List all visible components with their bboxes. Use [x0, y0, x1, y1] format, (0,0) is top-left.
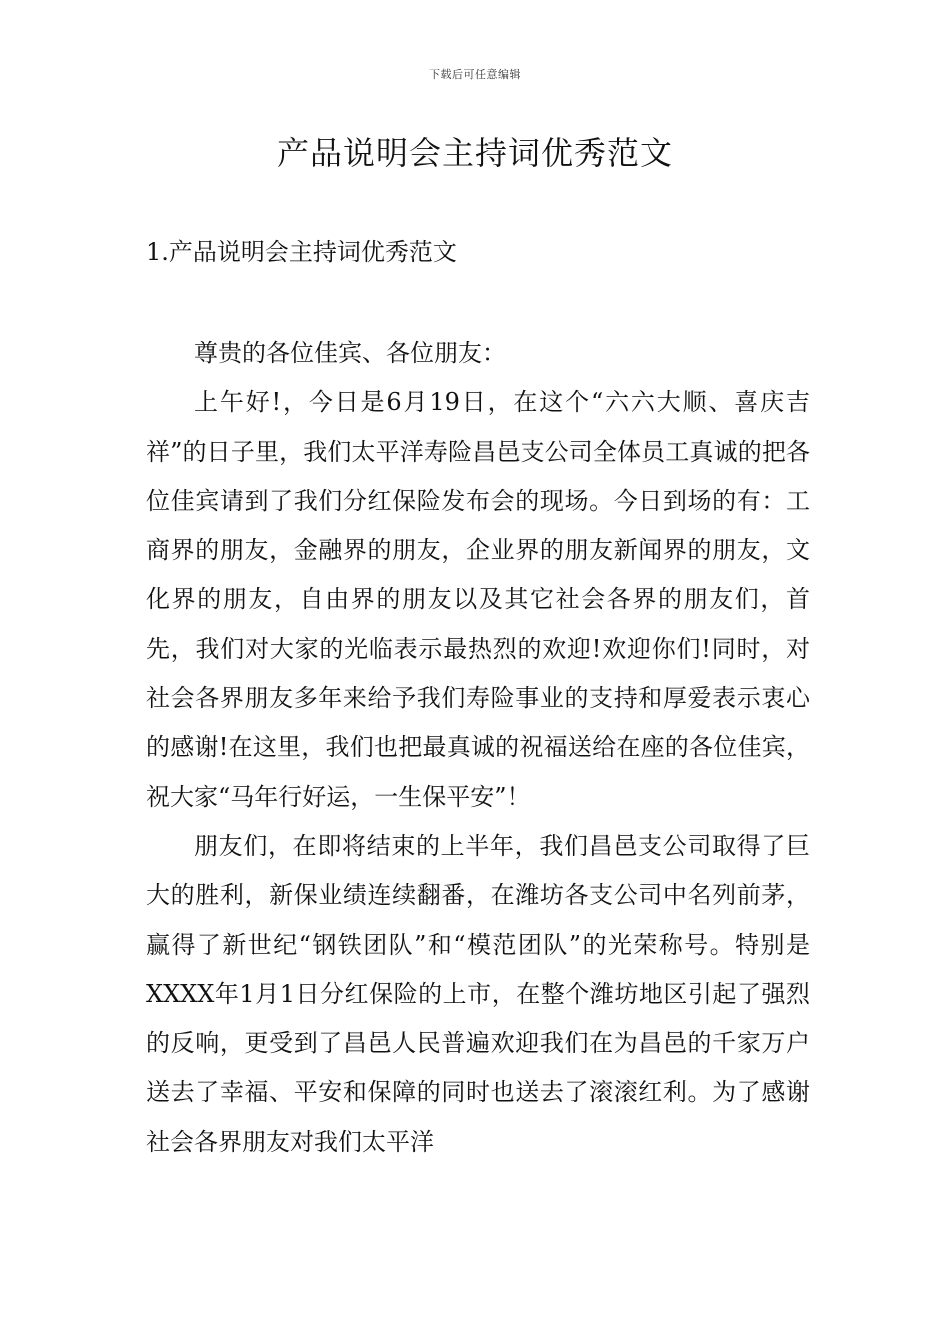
greeting-paragraph: 尊贵的各位佳宾、各位朋友： — [194, 339, 506, 367]
section-heading: 1.产品说明会主持词优秀范文 — [146, 238, 457, 266]
document-title: 产品说明会主持词优秀范文 — [276, 134, 673, 172]
header-note: 下载后可任意编辑 — [429, 68, 521, 81]
body-paragraph: 上午好!，今日是6月19日，在这个“六六大顺、喜庆吉祥”的日子里，我们太平洋寿险昌邑支公司全体员工真诚的把各位佳宾请到了我们分红保险发布会的现场。今日到场的有：工商界的朋友，金融界的朋友，企业界的朋友新闻界的朋友，文化界的朋友，自由界的朋友以及其它社会各界的朋友们，首先，我们对大家的光临表示最热烈的欢迎!欢迎你们!同时，对社会各界朋友多年来给予我们寿险事业的支持和厚爱表示衷心的感谢!在这里，我们也把最真诚的祝福送给在座的各位佳宾，祝大家“马年行好运，一生保平安”！ — [146, 388, 810, 811]
body-paragraph: 朋友们，在即将结束的上半年，我们昌邑支公司取得了巨大的胜利，新保业绩连续翻番，在潍坊各支公司中名列前茅，赢得了新世纪“钢铁团队”和“模范团队”的光荣称号。特别是XXXX年1月1日分红保险的上市，在整个潍坊地区引起了强烈的反响，更受到了昌邑人民普遍欢迎我们在为昌邑的千家万户送去了幸福、平安和保障的同时也送去了滚滚红利。为了感谢社会各界朋友对我们太平洋 — [146, 831, 810, 1156]
document-body — [146, 329, 810, 1167]
